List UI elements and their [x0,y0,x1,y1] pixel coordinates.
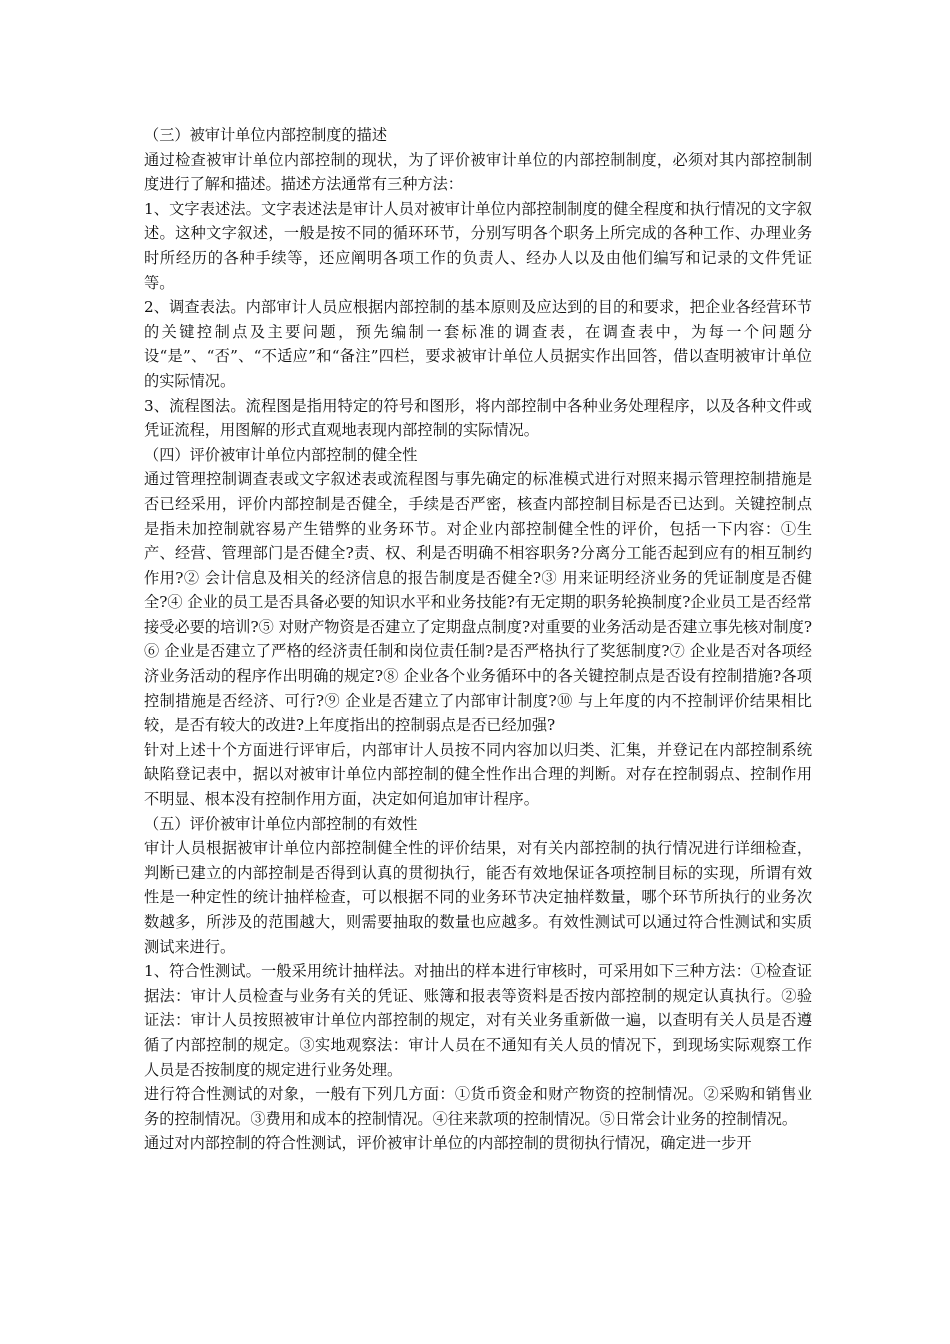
paragraph-compliance-objects: 进行符合性测试的对象，一般有下列几方面：①货币资金和财产物资的控制情况。②采购和销售业务的控制情况。③费用和成本的控制情况。④往来款项的控制情况。⑤日常会计业务的控制情况。 [144,1085,812,1128]
paragraph-flowchart-method: 3、流程图法。流程图是指用特定的符号和图形，将内部控制中各种业务处理程序，以及各种文件或凭证流程，用图解的形式直观地表现内部控制的实际情况。 [144,396,812,440]
paragraph-compliance-test: 1、符合性测试。一般采用统计抽样法。对抽出的样本进行审核时，可采用如下三种方法：①检查证据法：审计人员检查与业务有关的凭证、账簿和报表等资料是否按内部控制的规定认真执行。②验证法：审计人员按照被审计单位内部控制的规定，对有关业务重新做一遍，以查明有关人员是否遵循了内部控制的规定。③实地观察法：审计人员在不通知有关人员的情况下，到现场实际观察工作人员是否按制度的规定进行业务处理。 [144,962,812,1079]
section-heading-5: （五）评价被审计单位内部控制的有效性 [144,814,418,833]
document-page [144,123,812,1156]
paragraph-questionnaire-method: 2、调查表法。内部审计人员应根据内部控制的基本原则及应达到的目的和要求，把企业各经营环节的关键控制点及主要问题，预先编制一套标准的调查表，在调查表中，为每一个问题分设“是”、“否”、“不适应”和“备注”四栏，要求被审计单位人员据实作出回答，借以查明被审计单位的实际情况。 [144,298,812,390]
paragraph-soundness-summary: 针对上述十个方面进行评审后，内部审计人员按不同内容加以归类、汇集，并登记在内部控制系统缺陷登记表中，据以对被审计单位内部控制的健全性作出合理的判断。对存在控制弱点、控制作用不明显、根本没有控制作用方面，决定如何追加审计程序。 [144,740,812,809]
paragraph-soundness-evaluation: 通过管理控制调查表或文字叙述表或流程图与事先确定的标准模式进行对照来揭示管理控制措施是否已经采用，评价内部控制是否健全，手续是否严密，核查内部控制目标是否已达到。关键控制点是指未加控制就容易产生错弊的业务环节。对企业内部控制健全性的评价，包括一下内容：①生产、经营、管理部门是否健全?责、权、利是否明确不相容职务?分离分工能否起到应有的相互制约作用?② 会计信息及相关的经济信息的报告制度是否健全?③ 用来证明经济业务的凭证制度是否健全?④ 企业的员工是否具备必要的知识水平和业务技能?有无定期的职务轮换制度?企业员工是否经常接受必要的培训?⑤ 对财产物资是否建立了定期盘点制度?对重要的业务活动是否建立事先核对制度?⑥ 企业是否建立了严格的经济责任制和岗位责任制?是否严格执行了奖惩制度?⑦ 企业是否对各项经济业务活动的程序作出明确的规定?⑧ 企业各个业务循环中的各关键控制点是否设有控制措施?各项控制措施是否经济、可行?⑨ 企业是否建立了内部审计制度?⑩ 与上年度的内不控制评价结果相比较，是否有较大的改进?上年度指出的控制弱点是否已经加强? [144,470,812,735]
paragraph-effectiveness-evaluation: 审计人员根据被审计单位内部控制健全性的评价结果，对有关内部控制的执行情况进行详细检查，判断已建立的内部控制是否得到认真的贯彻执行，能否有效地保证各项控制目标的实现，所谓有效性是一种定性的统计抽样检查，可以根据不同的业务环节决定抽样数量，哪个环节所执行的业务次数越多，所涉及的范围越大，则需要抽取的数量也应越多。有效性测试可以通过符合性测试和实质测试来进行。 [144,839,812,956]
paragraph-text-method: 1、文字表述法。文字表述法是审计人员对被审计单位内部控制制度的健全程度和执行情况的文字叙述。这种文字叙述，一般是按不同的循环环节，分别写明各个职务上所完成的各种工作、办理业务时所经历的各种手续等，还应阐明各项工作的负责人、经办人以及由他们编写和记录的文件凭证等。 [144,199,812,292]
section-heading-4: （四）评价被审计单位内部控制的健全性 [144,445,418,464]
section-heading-3: （三）被审计单位内部控制度的描述 [144,126,387,144]
paragraph-compliance-conclusion: 通过对内部控制的符合性测试，评价被审计单位的内部控制的贯彻执行情况，确定进一步开 [144,1134,752,1153]
paragraph-intro-description: 通过检查被审计单位内部控制的现状，为了评价被审计单位的内部控制制度，必须对其内部控制制度进行了解和描述。描述方法通常有三种方法： [144,150,812,194]
